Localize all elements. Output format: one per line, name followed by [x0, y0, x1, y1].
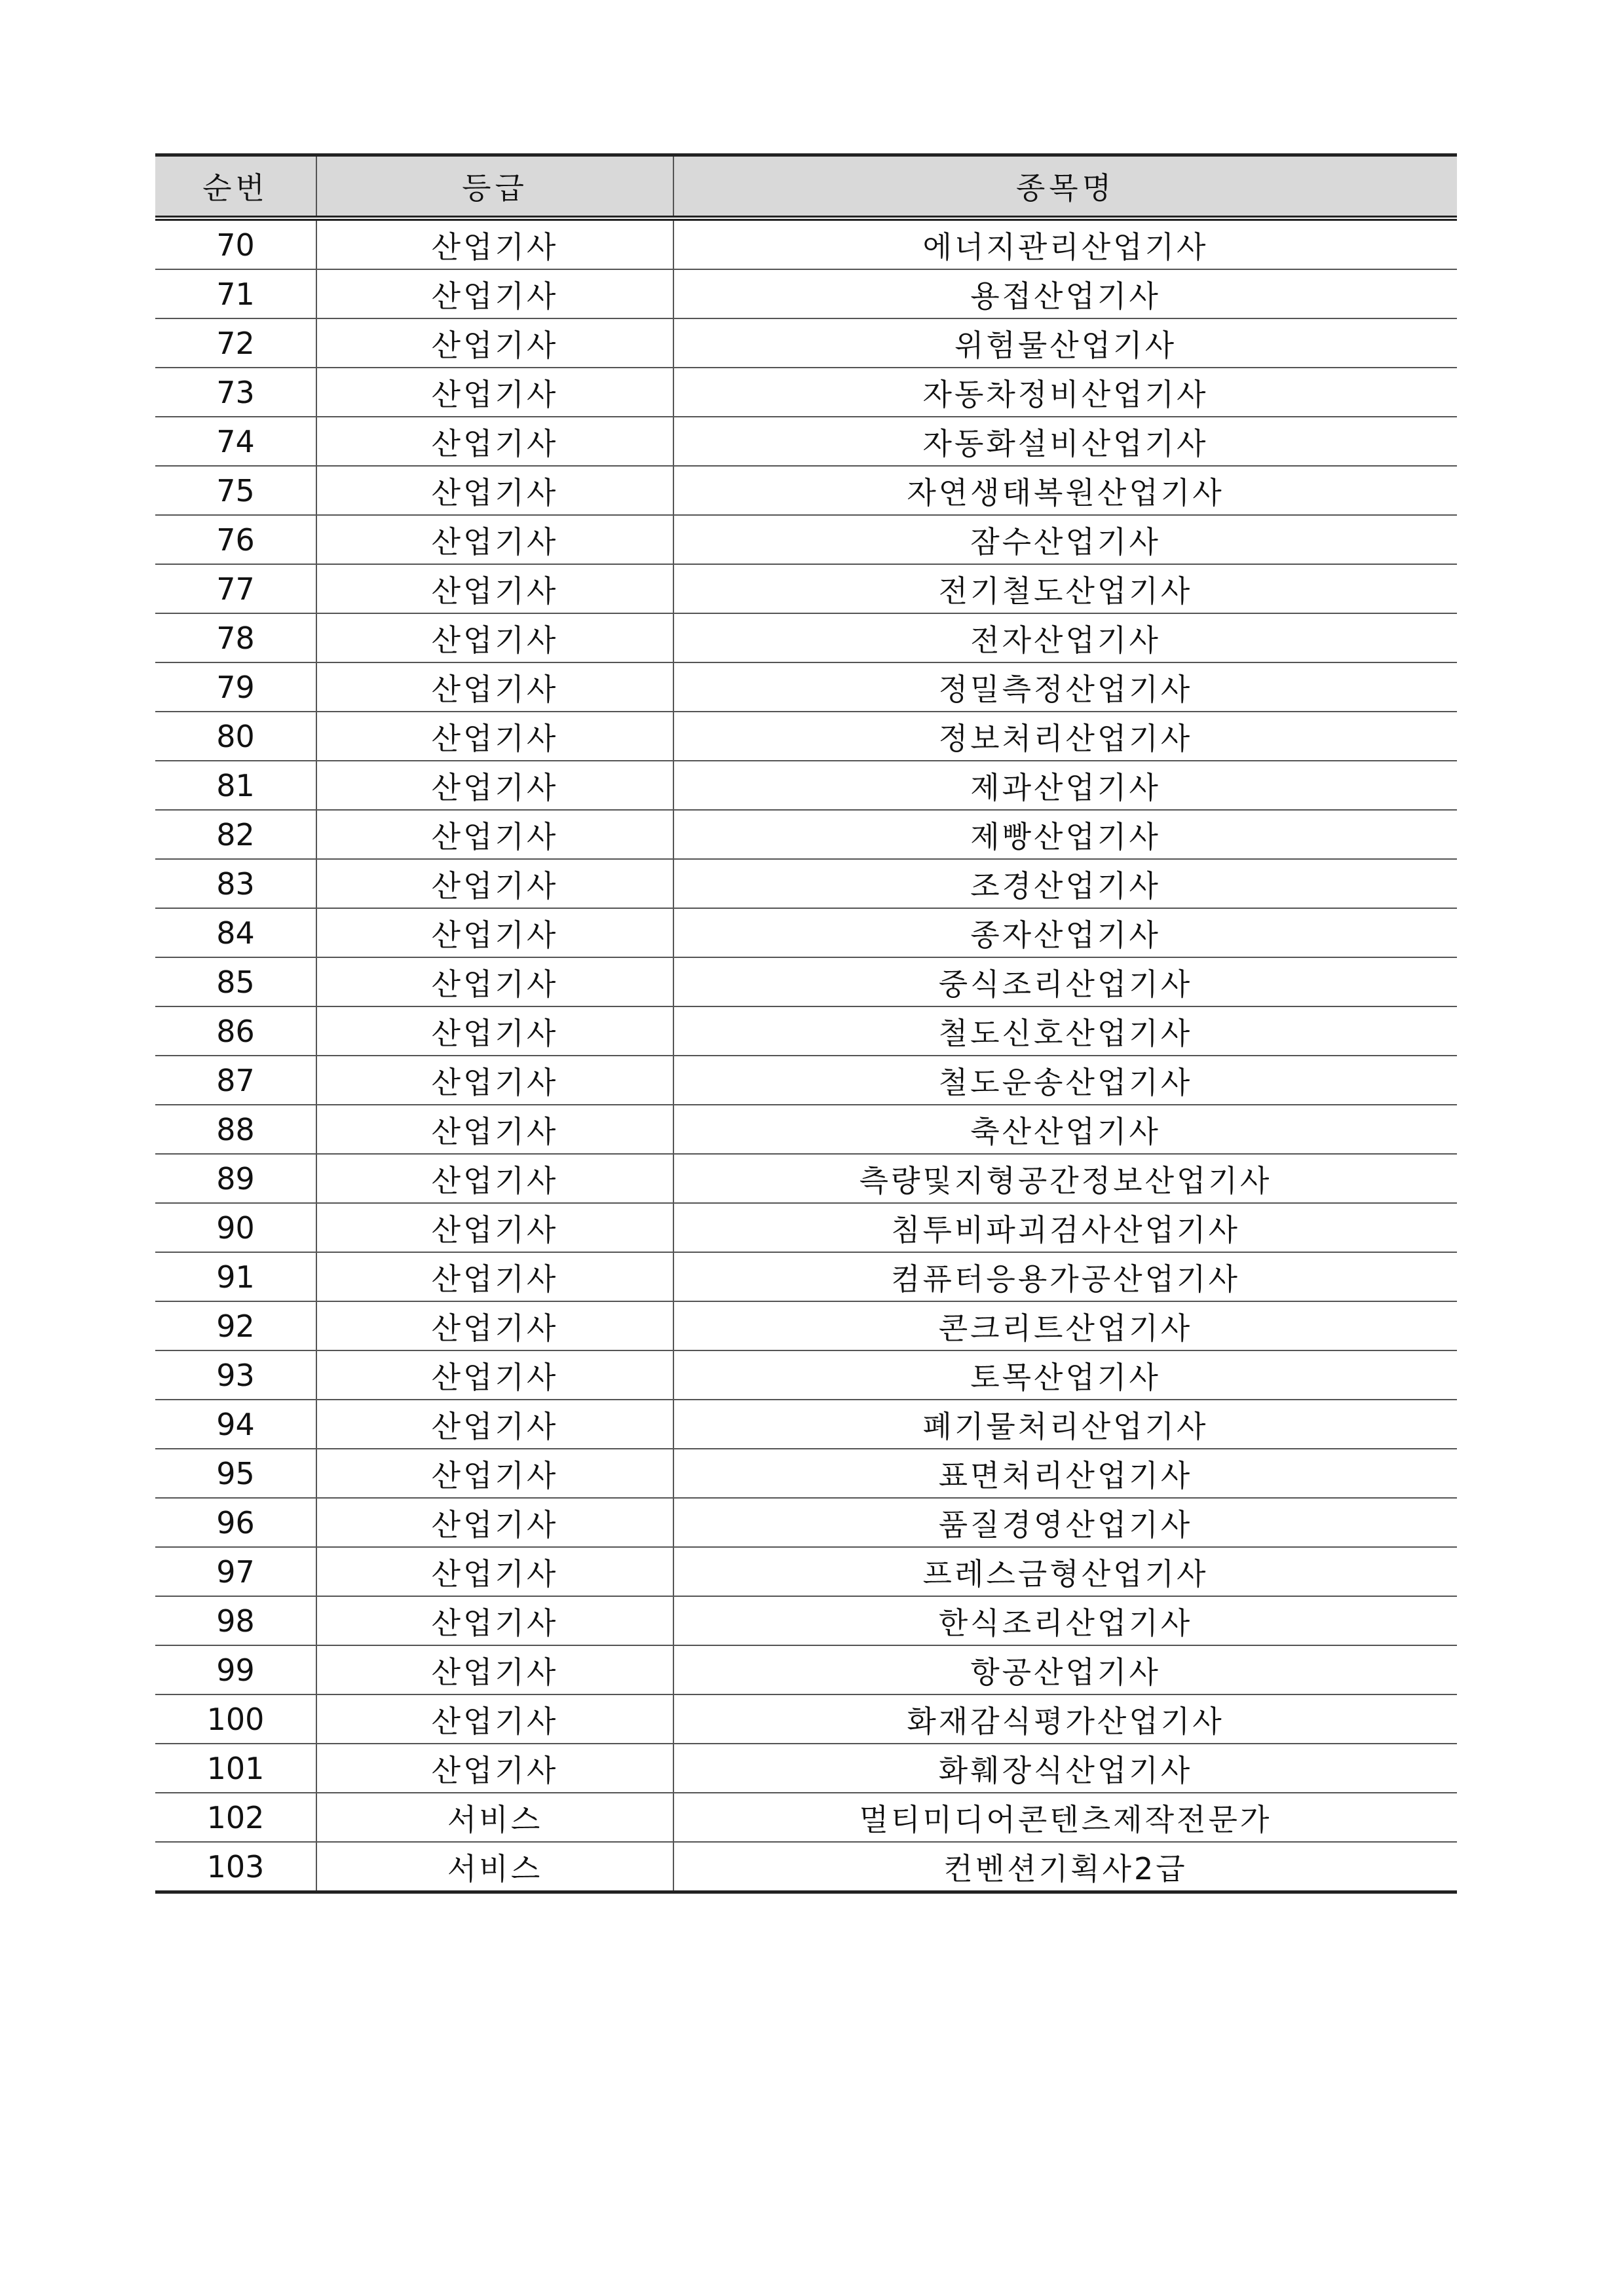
- seq-no-cell: 74: [155, 417, 316, 466]
- item-name-cell: 토목산업기사: [673, 1350, 1457, 1400]
- seq-no-cell: 71: [155, 269, 316, 318]
- grade-cell: 산업기사: [316, 1301, 673, 1350]
- item-name-cell: 컴퓨터응용가공산업기사: [673, 1252, 1457, 1301]
- item-name-cell: 축산산업기사: [673, 1105, 1457, 1154]
- item-name-cell: 한식조리산업기사: [673, 1596, 1457, 1645]
- table-row: [155, 269, 1457, 318]
- seq-no-cell: 78: [155, 613, 316, 662]
- seq-no-cell: 75: [155, 466, 316, 515]
- seq-no-cell: 103: [155, 1842, 316, 1892]
- grade-cell: 산업기사: [316, 564, 673, 613]
- grade-cell: 산업기사: [316, 1252, 673, 1301]
- item-name-cell: 콘크리트산업기사: [673, 1301, 1457, 1350]
- grade-cell: 산업기사: [316, 1154, 673, 1203]
- item-name-cell: 종자산업기사: [673, 908, 1457, 957]
- grade-cell: 산업기사: [316, 1400, 673, 1449]
- table-row: [155, 908, 1457, 957]
- seq-no-cell: 98: [155, 1596, 316, 1645]
- grade-cell: 산업기사: [316, 1744, 673, 1793]
- seq-no-cell: 79: [155, 662, 316, 712]
- item-name-cell: 정밀측정산업기사: [673, 662, 1457, 712]
- grade-cell: 산업기사: [316, 466, 673, 515]
- table-row: [155, 1252, 1457, 1301]
- seq-no-cell: 76: [155, 515, 316, 564]
- seq-no-cell: 102: [155, 1793, 316, 1842]
- grade-cell: 산업기사: [316, 859, 673, 908]
- item-name-cell: 품질경영산업기사: [673, 1498, 1457, 1547]
- seq-no-cell: 101: [155, 1744, 316, 1793]
- table-row: [155, 859, 1457, 908]
- table-row: [155, 810, 1457, 859]
- item-name-cell: 전자산업기사: [673, 613, 1457, 662]
- table-row: [155, 1056, 1457, 1105]
- seq-no-cell: 81: [155, 761, 316, 810]
- item-name-cell: 멀티미디어콘텐츠제작전문가: [673, 1793, 1457, 1842]
- seq-no-cell: 72: [155, 318, 316, 368]
- item-name-cell: 제빵산업기사: [673, 810, 1457, 859]
- table-row: [155, 1400, 1457, 1449]
- header-seq-no: 순번: [155, 155, 316, 219]
- grade-cell: 산업기사: [316, 810, 673, 859]
- seq-no-cell: 96: [155, 1498, 316, 1547]
- grade-cell: 산업기사: [316, 761, 673, 810]
- table-row: [155, 368, 1457, 417]
- table-row: [155, 1645, 1457, 1694]
- grade-cell: 산업기사: [316, 1449, 673, 1498]
- grade-cell: 산업기사: [316, 1056, 673, 1105]
- table-row: [155, 1842, 1457, 1892]
- grade-cell: 산업기사: [316, 1645, 673, 1694]
- table-row: [155, 662, 1457, 712]
- seq-no-cell: 92: [155, 1301, 316, 1350]
- table-row: [155, 218, 1457, 269]
- seq-no-cell: 90: [155, 1203, 316, 1252]
- item-name-cell: 자동화설비산업기사: [673, 417, 1457, 466]
- table-row: [155, 1154, 1457, 1203]
- item-name-cell: 조경산업기사: [673, 859, 1457, 908]
- grade-cell: 산업기사: [316, 1203, 673, 1252]
- item-name-cell: 자연생태복원산업기사: [673, 466, 1457, 515]
- grade-cell: 산업기사: [316, 1006, 673, 1056]
- grade-cell: 산업기사: [316, 662, 673, 712]
- item-name-cell: 에너지관리산업기사: [673, 218, 1457, 269]
- grade-cell: 산업기사: [316, 1596, 673, 1645]
- table-row: [155, 1006, 1457, 1056]
- seq-no-cell: 77: [155, 564, 316, 613]
- certification-table: [155, 153, 1457, 1894]
- item-name-cell: 표면처리산업기사: [673, 1449, 1457, 1498]
- seq-no-cell: 99: [155, 1645, 316, 1694]
- table-row: [155, 466, 1457, 515]
- table-row: [155, 1547, 1457, 1596]
- item-name-cell: 화재감식평가산업기사: [673, 1694, 1457, 1744]
- table-row: [155, 1793, 1457, 1842]
- seq-no-cell: 100: [155, 1694, 316, 1744]
- grade-cell: 산업기사: [316, 712, 673, 761]
- table-row: [155, 417, 1457, 466]
- table-row: [155, 1596, 1457, 1645]
- seq-no-cell: 70: [155, 218, 316, 269]
- item-name-cell: 철도운송산업기사: [673, 1056, 1457, 1105]
- seq-no-cell: 91: [155, 1252, 316, 1301]
- table-header-row: [155, 155, 1457, 219]
- seq-no-cell: 85: [155, 957, 316, 1006]
- grade-cell: 산업기사: [316, 318, 673, 368]
- grade-cell: 산업기사: [316, 1694, 673, 1744]
- item-name-cell: 프레스금형산업기사: [673, 1547, 1457, 1596]
- item-name-cell: 자동차정비산업기사: [673, 368, 1457, 417]
- item-name-cell: 철도신호산업기사: [673, 1006, 1457, 1056]
- table-row: [155, 761, 1457, 810]
- table-row: [155, 712, 1457, 761]
- item-name-cell: 용접산업기사: [673, 269, 1457, 318]
- grade-cell: 산업기사: [316, 218, 673, 269]
- grade-cell: 산업기사: [316, 515, 673, 564]
- seq-no-cell: 93: [155, 1350, 316, 1400]
- seq-no-cell: 87: [155, 1056, 316, 1105]
- item-name-cell: 침투비파괴검사산업기사: [673, 1203, 1457, 1252]
- item-name-cell: 항공산업기사: [673, 1645, 1457, 1694]
- header-grade: 등급: [316, 155, 673, 219]
- seq-no-cell: 73: [155, 368, 316, 417]
- item-name-cell: 제과산업기사: [673, 761, 1457, 810]
- item-name-cell: 컨벤션기획사2급: [673, 1842, 1457, 1892]
- seq-no-cell: 97: [155, 1547, 316, 1596]
- grade-cell: 서비스: [316, 1793, 673, 1842]
- grade-cell: 산업기사: [316, 1547, 673, 1596]
- grade-cell: 산업기사: [316, 1105, 673, 1154]
- grade-cell: 산업기사: [316, 417, 673, 466]
- table-row: [155, 1694, 1457, 1744]
- seq-no-cell: 88: [155, 1105, 316, 1154]
- item-name-cell: 중식조리산업기사: [673, 957, 1457, 1006]
- grade-cell: 서비스: [316, 1842, 673, 1892]
- seq-no-cell: 84: [155, 908, 316, 957]
- item-name-cell: 위험물산업기사: [673, 318, 1457, 368]
- grade-cell: 산업기사: [316, 1350, 673, 1400]
- table-row: [155, 957, 1457, 1006]
- item-name-cell: 정보처리산업기사: [673, 712, 1457, 761]
- table-row: [155, 318, 1457, 368]
- item-name-cell: 화훼장식산업기사: [673, 1744, 1457, 1793]
- table-row: [155, 613, 1457, 662]
- table-row: [155, 1301, 1457, 1350]
- table-row: [155, 564, 1457, 613]
- table-row: [155, 515, 1457, 564]
- seq-no-cell: 82: [155, 810, 316, 859]
- grade-cell: 산업기사: [316, 368, 673, 417]
- grade-cell: 산업기사: [316, 269, 673, 318]
- header-item-name: 종목명: [673, 155, 1457, 219]
- grade-cell: 산업기사: [316, 613, 673, 662]
- grade-cell: 산업기사: [316, 957, 673, 1006]
- item-name-cell: 폐기물처리산업기사: [673, 1400, 1457, 1449]
- grade-cell: 산업기사: [316, 908, 673, 957]
- item-name-cell: 측량및지형공간정보산업기사: [673, 1154, 1457, 1203]
- table-row: [155, 1449, 1457, 1498]
- table-row: [155, 1203, 1457, 1252]
- item-name-cell: 잠수산업기사: [673, 515, 1457, 564]
- seq-no-cell: 86: [155, 1006, 316, 1056]
- seq-no-cell: 80: [155, 712, 316, 761]
- grade-cell: 산업기사: [316, 1498, 673, 1547]
- table-row: [155, 1498, 1457, 1547]
- seq-no-cell: 95: [155, 1449, 316, 1498]
- seq-no-cell: 94: [155, 1400, 316, 1449]
- table-row: [155, 1105, 1457, 1154]
- seq-no-cell: 89: [155, 1154, 316, 1203]
- table-row: [155, 1350, 1457, 1400]
- seq-no-cell: 83: [155, 859, 316, 908]
- item-name-cell: 전기철도산업기사: [673, 564, 1457, 613]
- table-row: [155, 1744, 1457, 1793]
